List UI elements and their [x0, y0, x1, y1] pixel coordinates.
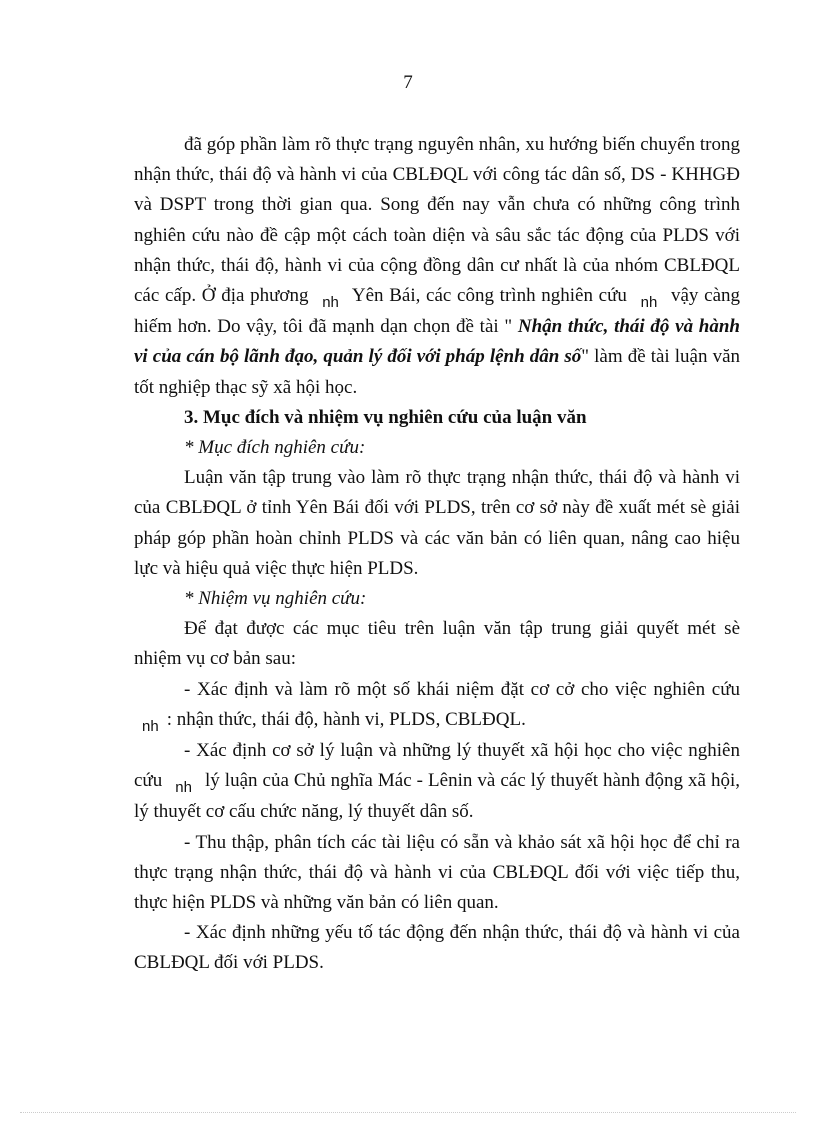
- task-item-1-part-a: - Xác định và làm rõ một số khái niệm đặt cơ cở cho việc nghiên cứu: [184, 678, 740, 700]
- task-item-3: - Thu thập, phân tích các tài liệu có sẵn và khảo sát xã hội học để chỉ ra thực trạng nhận thức, thái độ và hành vi của CBLĐQL đối với việc tiếp thu, thực hiện PLDS và những văn bản có liên quan.: [134, 831, 740, 914]
- paragraph-intro-part-c: vậy càng hiếm hơn. Do vậy, tôi đã mạnh dạn chọn đề tài ": [134, 285, 740, 338]
- nh-marker: nh: [142, 717, 159, 735]
- document-body: [134, 130, 740, 979]
- task-item-1-part-b: : nhận thức, thái độ, hành vi, PLDS, CBLĐQL.: [166, 708, 526, 730]
- tasks-label: * Nhiệm vụ nghiên cứu:: [184, 588, 367, 610]
- nh-marker: nh: [175, 779, 192, 797]
- thesis-title: Nhận thức, thái độ và hành vi của cán bộ lãnh đạo, quản lý đối với pháp lệnh dân số: [134, 316, 740, 368]
- task-item-2: [134, 736, 740, 828]
- task-item-1: [134, 675, 740, 736]
- paragraph-intro: [134, 130, 740, 403]
- task-item-2-part-b: lý luận của Chủ nghĩa Mác - Lênin và các lý thuyết hành động xã hội, lý thuyết cơ cấu chức năng, lý thuyết dân số.: [134, 770, 740, 823]
- page-number: 7: [403, 72, 413, 93]
- paragraph-intro-part-b: Yên Bái, các công trình nghiên cứu: [351, 285, 627, 307]
- purpose-label: * Mục đích nghiên cứu:: [184, 437, 366, 459]
- nh-marker: nh: [640, 294, 658, 312]
- nh-marker: nh: [322, 294, 339, 312]
- paragraph-intro-part-a: đã góp phần làm rõ thực trạng nguyên nhân, xu hướng biến chuyển trong nhận thức, thái độ và hành vi của CBLĐQL với công tác dân số, DS - KHHGĐ và DSPT trong thời gian qua. Song đến nay vẫn chưa có những công trình nghiên cứu nào đề cập một cách toàn diện và sâu sắc tác động của PLDS với nhận thức, thái độ, hành vi của cộng đồng dân cư nhất là của nhóm CBLĐQL các cấp. Ở địa phương: [134, 134, 740, 307]
- paragraph-intro-part-d: " làm đề tài luận văn tốt nghiệp thạc sỹ xã hội học.: [134, 346, 740, 398]
- task-item-4: - Xác định những yếu tố tác động đến nhận thức, thái độ và hành vi của CBLĐQL đối với PLDS.: [134, 922, 740, 974]
- task-item-2-part-a: - Xác định cơ sở lý luận và những lý thuyết xã hội học cho việc nghiên cứu: [134, 740, 740, 792]
- section-heading: 3. Mục đích và nhiệm vụ nghiên cứu của luận văn: [184, 406, 587, 428]
- tasks-intro: Để đạt được các mục tiêu trên luận văn tập trung giải quyết mét sè nhiệm vụ cơ bản sau:: [134, 618, 740, 670]
- purpose-paragraph: Luận văn tập trung vào làm rõ thực trạng nhận thức, thái độ và hành vi của CBLĐQL ở tỉnh Yên Bái đối với PLDS, trên cơ sở này đề xuất mét sè giải pháp góp phần hoàn chỉnh PLDS và các văn bản có liên quan, nâng cao hiệu lực và hiệu quả việc thực hiện PLDS.: [134, 467, 740, 579]
- page-bottom-divider: [20, 1112, 796, 1113]
